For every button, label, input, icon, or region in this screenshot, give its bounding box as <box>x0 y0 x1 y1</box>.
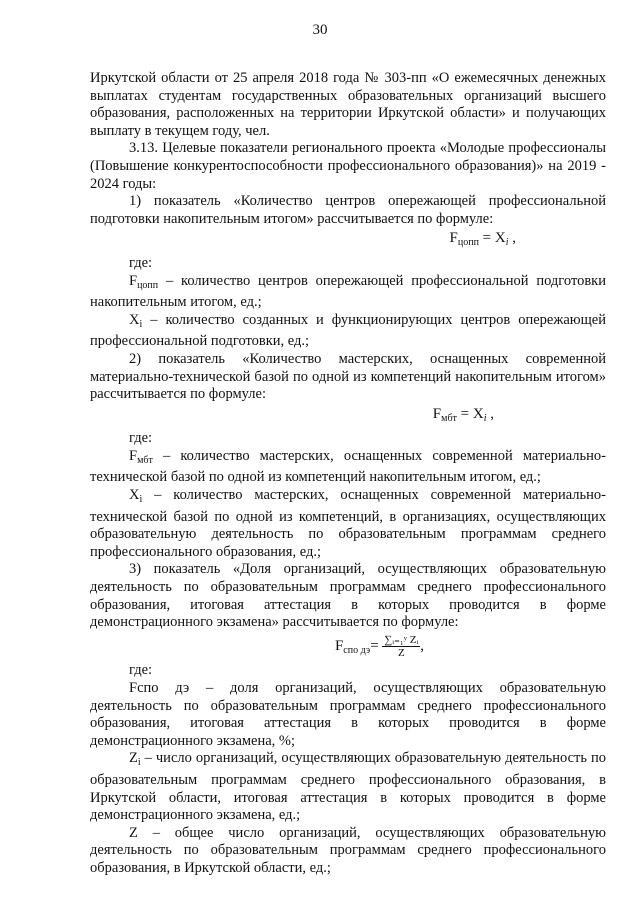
paragraph-indicator-2: 2) показатель «Количество мастерских, оснащенных современной материально-технической базой по одной из компетенций накопительным итогом» рассчитывается по формуле: <box>90 350 606 403</box>
formula-f-spo-de: $F_{спо дэ}=$ $\frac{\text{∑ᵢ₌₁ʸ Zᵢ}}{Z}$ , <box>334 633 424 659</box>
definition-f-mbt: $F_{мбт}$ – количество мастерских, оснащенных современной материально-технической базой по одной из компетенций накопительным итогом, ед.; <box>90 447 606 486</box>
paragraph-indicator-3: 3) показатель «Доля организаций, осуществляющих образовательную деятельность по образовательным программам среднего профессионального образования, итоговая аттестация в которых проводится в форме демонстрационного экзамена» рассчитывается по формуле: <box>90 561 606 631</box>
paragraph-indicator-1: 1) показатель «Количество центров опережающей профессиональной подготовки накопительным итогом» рассчитывается по формуле: <box>90 193 606 227</box>
paragraph-section-3-13: 3.13. Целевые показатели регионального проекта «Молодые профессионалы (Повышение конкурентоспособности профессионального образования)» на 2019 - 2024 годы: <box>90 140 606 192</box>
fraction: $\frac{\text{∑ᵢ₌₁ʸ Zᵢ}}{Z}$ <box>384 633 419 659</box>
definition-x-i-1: $X_i$ – количество созданных и функционирующих центров опережающей профессиональной подготовки, ед.; <box>90 311 606 350</box>
definition-f-spo-de: Fспо дэ – доля организаций, осуществляющих образовательную деятельность по образовательным программам среднего профессионального образования, итоговая аттестация в которых проводится в форме демонстрационного экзамена, %; <box>90 679 606 749</box>
document-body <box>90 70 606 877</box>
formula-f-copp: $F_{цопп} = X_i$ , <box>449 230 516 249</box>
definition-x-i-2: $X_i$ – количество мастерских, оснащенных современной материально-технической базой по одной из компетенций, в организациях, осуществляющих образовательную деятельность по образовательным программам среднего профессионального образования, ед.; <box>90 487 606 560</box>
where-label-1: где: <box>129 254 153 271</box>
paragraph-continuation: Иркутской области от 25 апреля 2018 года № 303-пп «О ежемесячных денежных выплатах студентам государственных образовательных организаций высшего образования, расположенных на территории Иркутской области» и получающих выплату в текущем году, чел. <box>90 70 606 139</box>
definition-z: Z – общее число организаций, осуществляющих образовательную деятельность по образовательным программам среднего профессионального образования, в Иркутской области, ед.; <box>90 824 606 876</box>
definition-f-copp: $F_{цопп}$ – количество центров опережающей профессиональной подготовки накопительным итогом, ед.; <box>90 272 606 311</box>
where-label-3: где: <box>129 662 153 679</box>
formula-f-mbt: $F_{мбт} = X_i$ , <box>432 405 494 424</box>
definition-z-i: $Z_i$ – число организаций, осуществляющих образовательную деятельность по образовательным программам среднего профессионального образования, в Иркутской области, итоговая аттестация в которых проводится в форме демонстрационного экзамена, ед.; <box>90 750 606 824</box>
page-number: 30 <box>312 22 328 38</box>
where-label-2: где: <box>129 430 153 447</box>
